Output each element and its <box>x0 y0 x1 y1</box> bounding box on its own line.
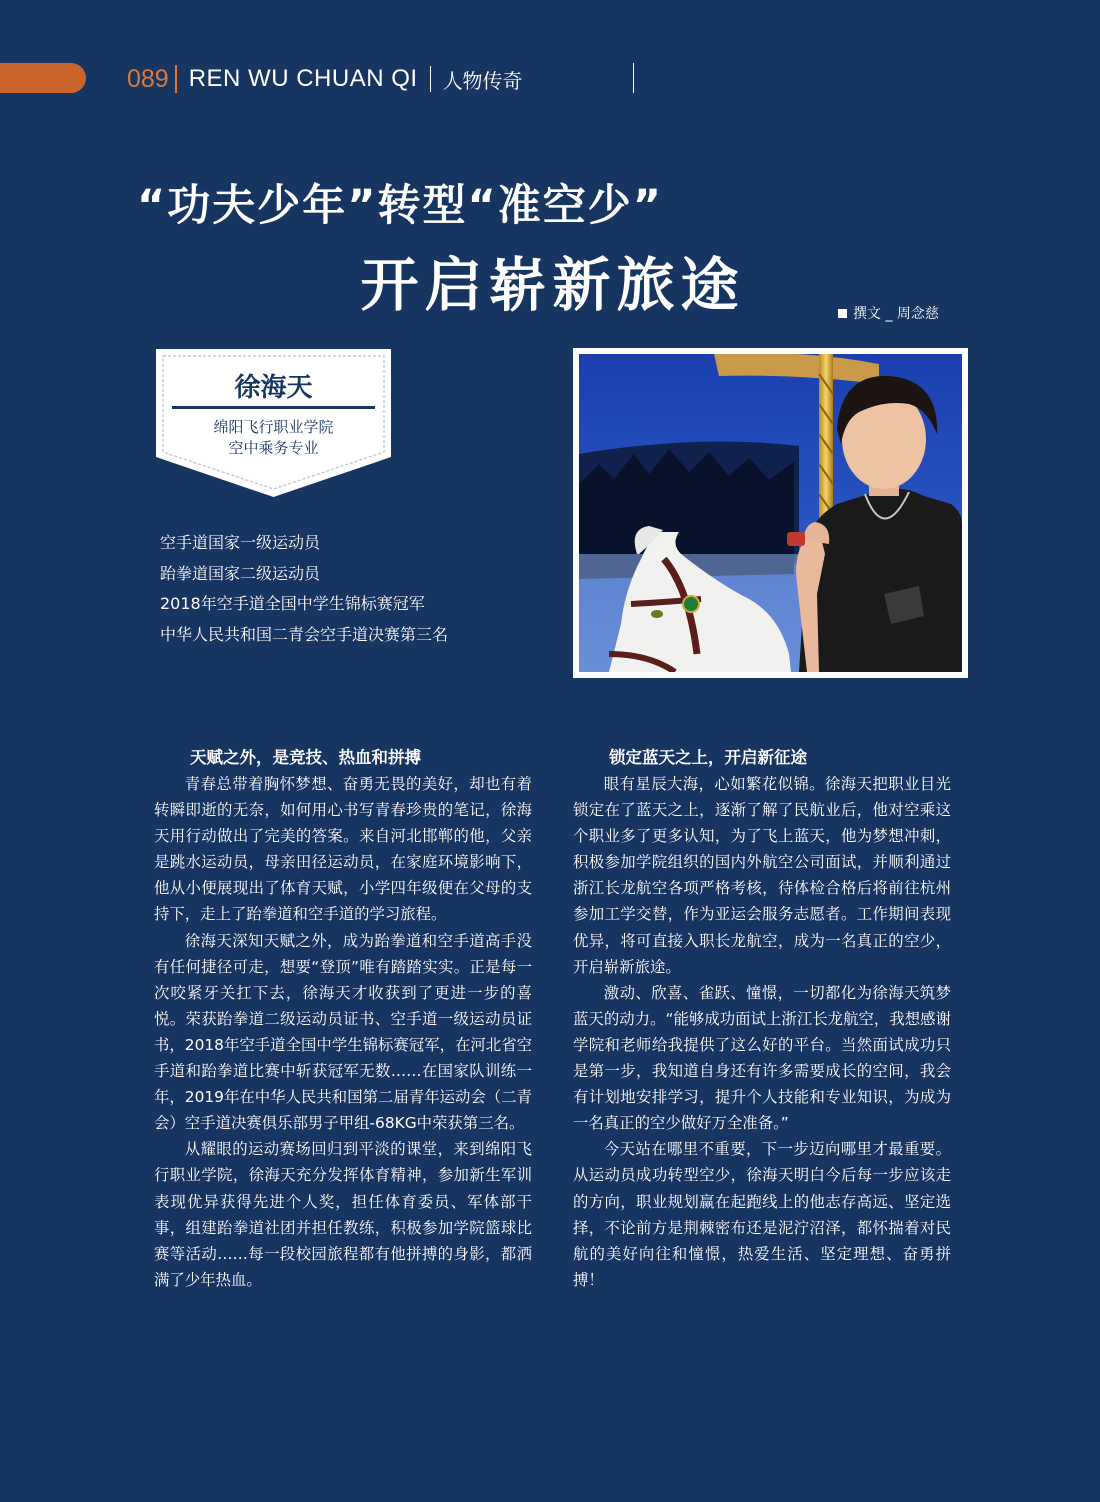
header-rule <box>633 63 634 93</box>
portrait-illustration <box>579 354 962 672</box>
honor-item: 2018年空手道全国中学生锦标赛冠军 <box>160 594 425 613</box>
section-title-en: REN WU CHUAN QI <box>188 65 418 92</box>
profile-school: 绵阳飞行职业学院 <box>213 418 334 436</box>
section-heading: 锁定蓝天之上，开启新征途 <box>609 748 807 767</box>
profile-badge <box>156 349 391 497</box>
paragraph: 从耀眼的运动赛场回归到平淡的课堂，来到绵阳飞行职业学院，徐海天充分发挥体育精神，参加新生军训表现优异获得先进个人奖，担任体育委员、军体部干事，组建跆拳道社团并担任教练，积极参加学院篮球比赛等活动……每一段校园旅程都有他拼搏的身影，都洒满了少年热血。 <box>154 1140 532 1289</box>
header-accent-tab <box>0 63 86 93</box>
portrait-photo <box>573 348 968 678</box>
header-divider <box>175 65 177 93</box>
paragraph: 青春总带着胸怀梦想、奋勇无畏的美好，却也有着转瞬即逝的无奈，如何用心书写青春珍贵的笔记，徐海天用行动做出了完美的答案。来自河北邯郸的他，父亲是跳水运动员，母亲田径运动员，在家庭环境影响下，他从小便展现出了体育天赋，小学四年级便在父母的支持下，走上了跆拳道和空手道的学习旅程。 <box>154 775 532 924</box>
section-heading: 天赋之外，是竞技、热血和拼搏 <box>190 748 421 767</box>
article-title-line1: “功夫少年”转型“准空少” <box>136 181 664 231</box>
byline-square-icon <box>838 309 847 318</box>
header-divider-2 <box>430 66 431 92</box>
paragraph: 激动、欣喜、雀跃、憧憬，一切都化为徐海天筑梦蓝天的动力。“能够成功面试上浙江长龙航空，我想感谢学院和老师给我提供了这么好的平台。当然面试成功只是第一步，我知道自身还有许多需要成长的空间，我会有计划地安排学习，提升个人技能和专业知识，为成为一名真正的空少做好万全准备。” <box>573 983 951 1133</box>
profile-name: 徐海天 <box>234 373 313 403</box>
honor-item: 中华人民共和国二青会空手道决赛第三名 <box>160 624 449 644</box>
byline-text: 撰文 _ 周念慈 <box>853 306 939 322</box>
byline <box>838 303 939 323</box>
honors-list <box>160 528 448 650</box>
paragraph: 徐海天深知天赋之外，成为跆拳道和空手道高手没有任何捷径可走，想要“登顶”唯有踏踏实实。正是每一次咬紧牙关扛下去，徐海天才收获到了更进一步的喜悦。荣获跆拳道二级运动员证书、空手道一级运动员证书，2018年空手道全国中学生锦标赛冠军，在河北省空手道和跆拳道比赛中斩获冠军无数……在国家队训练一年，2019年在中华人民共和国第二届青年运动会（二青会）空手道决赛俱乐部男子甲组-68KG中荣获第三名。 <box>154 931 532 1133</box>
page-number: 089 <box>127 64 169 93</box>
article-title-line2: 开启崭新旅途 <box>360 251 745 319</box>
paragraph: 眼有星辰大海，心如繁花似锦。徐海天把职业目光锁定在了蓝天之上，逐渐了解了民航业后，他对空乘这个职业多了更多认知，为了飞上蓝天，他为梦想冲刺，积极参加学院组织的国内外航空公司面试，并顺利通过浙江长龙航空各项严格考核，待体检合格后将前往杭州参加工学交替，作为亚运会服务志愿者。工作期间表现优异，将可直接入职长龙航空，成为一名真正的空少，开启崭新旅途。 <box>573 775 951 976</box>
article-column-right <box>573 745 951 1293</box>
paragraph: 今天站在哪里不重要，下一步迈向哪里才最重要。从运动员成功转型空少，徐海天明白今后每一步应该走的方向，职业规划赢在起跑线上的他志存高远、坚定选择，不论前方是荆棘密布还是泥泞沼泽，都怀揣着对民航的美好向往和憧憬，热爱生活、坚定理想、奋勇拼搏！ <box>573 1140 951 1289</box>
section-title-cn: 人物传奇 <box>442 68 523 93</box>
honor-item: 跆拳道国家二级运动员 <box>160 563 321 583</box>
page-header <box>127 62 523 96</box>
article-column-left <box>154 745 532 1293</box>
honor-item: 空手道国家一级运动员 <box>160 533 321 552</box>
badge-divider <box>172 406 375 409</box>
profile-major: 空中乘务专业 <box>228 439 319 457</box>
